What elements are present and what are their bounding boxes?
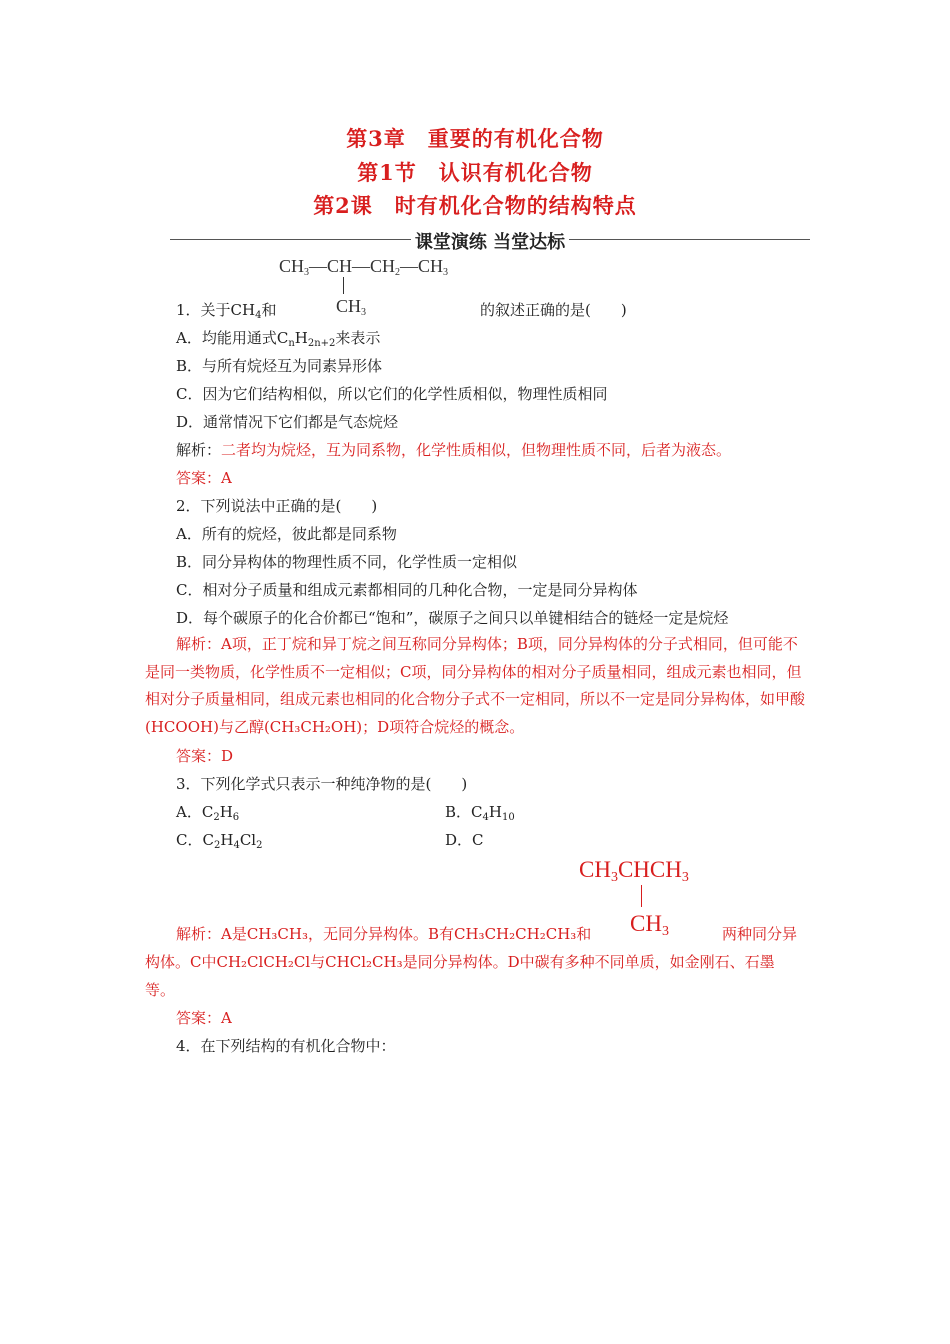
chapter-title: 第3章 重要的有机化合物 [346, 126, 604, 151]
q1-option-b: B．与所有烷烃互为同素异形体 [176, 357, 383, 375]
q4-stem: 4．在下列结构的有机化合物中： [176, 1037, 396, 1055]
q3-stem: 3．下列化学式只表示一种纯净物的是( ) [176, 775, 468, 793]
q3-answer: 答案：A [176, 1009, 232, 1027]
q1-option-d: D．通常情况下它们都是气态烷烃 [176, 413, 399, 431]
section-banner [170, 228, 810, 252]
q3-option-d: D．C [445, 831, 484, 849]
q2-analysis: 解析：A项，正丁烷和异丁烷之间互称同分异构体；B项，同分异构体的分子式相同，但可能不是同一类物质，化学性质不一定相似；C项，同分异构体的相对分子质量相同，组成元素也相同，但相对分子质量相同，组成元素也相同的化合物分子式不一定相同，所以不一定是同分异构体，如甲酸(HCOOH)与乙醇(CH₃CH₂OH)；D项符合烷烃的概念。 [145, 635, 806, 737]
q1-stem: 1．关于$CH_4$和 [176, 301, 277, 321]
q2-option-a: A．所有的烷烃，彼此都是同系物 [176, 525, 397, 543]
q2-stem: 2．下列说法中正确的是( ) [176, 497, 378, 515]
q3-structure-formula: $CH_3CHCH_3$ [579, 857, 689, 885]
lesson-title: 第2课 时有机化合物的结构特点 [313, 193, 637, 218]
q1-branch-bond [343, 277, 344, 294]
q3-analysis-line1: 解析：A是CH₃CH₃，无同分异构体。B有CH₃CH₂CH₂CH₃和 [176, 925, 592, 943]
q3-branch-formula: $CH_3$ [630, 911, 669, 939]
q1-structure-formula: $CH_3—CH—CH_2—CH_3$ [279, 256, 449, 278]
q3-option-c: C．$C_2H_4Cl_2$ [176, 831, 263, 851]
section-title: 第1节 认识有机化合物 [357, 160, 593, 185]
q1-stem-suffix: 的叙述正确的是( ) [480, 301, 627, 319]
q1-analysis: 解析：二者均为烷烃，互为同系物，化学性质相似，但物理性质不同，后者为液态。 [176, 441, 732, 459]
banner-text: 课堂演练 当堂达标 [411, 232, 569, 253]
q1-option-c: C．因为它们结构相似，所以它们的化学性质相似，物理性质相同 [176, 385, 608, 403]
q3-option-b: B．$C_4H_{10}$ [445, 803, 515, 823]
q1-answer: 答案：A [176, 469, 232, 487]
q3-option-a: A．$C_2H_6$ [176, 803, 240, 823]
q2-option-b: B．同分异构体的物理性质不同，化学性质一定相似 [176, 553, 518, 571]
q3-analysis-line3: 等。 [145, 981, 176, 999]
q1-branch-formula: $CH_3$ [336, 296, 367, 318]
q1-option-a: A．均能用通式$C_nH_{2n+2}$来表示 [176, 329, 381, 349]
q2-option-c: C．相对分子质量和组成元素都相同的几种化合物，一定是同分异构体 [176, 581, 638, 599]
q3-analysis-line2: 构体。C中CH₂ClCH₂Cl与CHCl₂CH₃是同分异构体。D中碳有多种不同单质，如金刚石、石墨 [145, 953, 775, 971]
q3-analysis-line1-end: 两种同分异 [722, 925, 798, 943]
q2-answer: 答案：D [176, 747, 234, 765]
q2-option-d: D．每个碳原子的化合价都已“饱和”，碳原子之间只以单键相结合的链烃一定是烷烃 [176, 609, 729, 627]
q3-branch-bond [641, 885, 642, 907]
